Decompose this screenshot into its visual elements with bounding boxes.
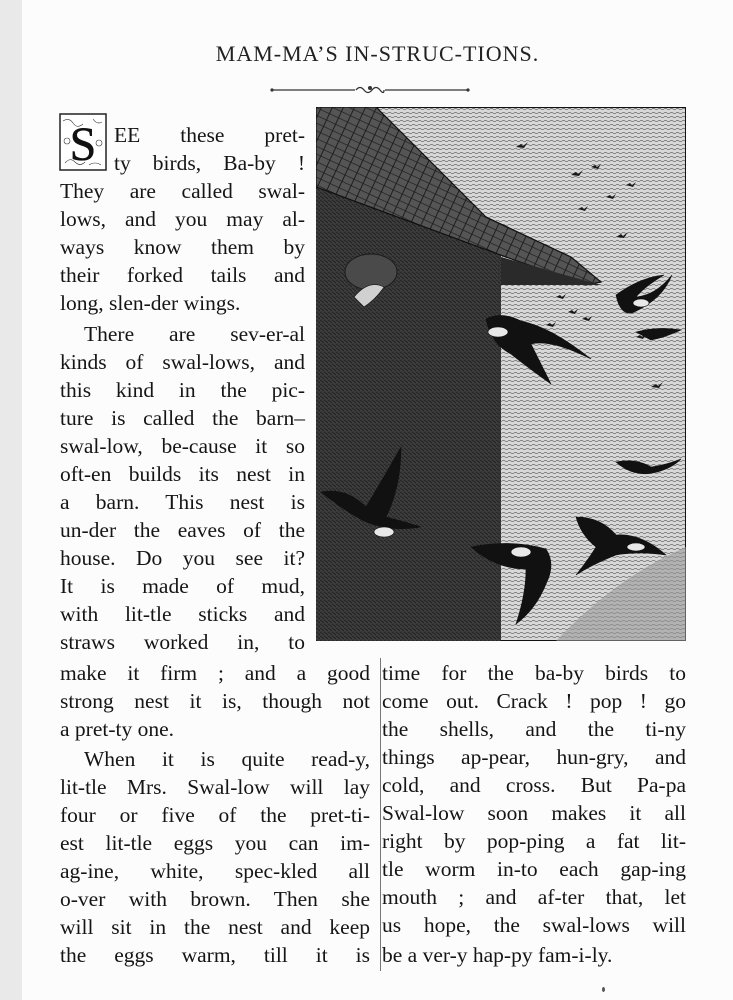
text-line: tle worm in-to each gap-ing: [382, 857, 686, 881]
drop-cap: [59, 113, 107, 171]
text-line: a barn. This nest is: [60, 490, 305, 514]
text-line: right by pop-ping a fat lit-: [382, 829, 686, 853]
text-line: will sit in the nest and keep: [60, 915, 370, 939]
text-line: They are called swal-: [60, 179, 305, 203]
text-line: straws worked in, to: [60, 630, 305, 654]
text-line: kinds of swal-lows, and: [60, 350, 305, 374]
text-line: mouth ; and af-ter that, let: [382, 885, 686, 909]
text-line: be a ver-y hap-py fam-i-ly.: [382, 943, 613, 967]
text-line: their forked tails and: [60, 263, 305, 287]
text-line: time for the ba-by birds to: [382, 661, 686, 685]
text-line: oft-en builds its nest in: [60, 462, 305, 486]
page-title: MAM-MA’S IN-STRUC-TIONS.: [215, 41, 540, 66]
text-line: There are sev-er-al: [84, 322, 305, 346]
text-line: o-ver with brown. Then she: [60, 887, 370, 911]
text-line: a pret-ty one.: [60, 717, 175, 741]
text-line: EE these pret-: [114, 123, 305, 147]
text-line: us hope, the swal-lows will: [382, 913, 686, 937]
text-line: this kind in the pic-: [60, 378, 305, 402]
text-line: Swal-low soon makes it all: [382, 801, 686, 825]
text-line: It is made of mud,: [60, 574, 305, 598]
text-line: lows, and you may al-: [60, 207, 305, 231]
column-divider: [380, 658, 381, 971]
text-line: the shells, and the ti-ny: [382, 717, 686, 741]
text-line: things ap-pear, hun-gry, and: [382, 745, 686, 769]
text-line: make it firm ; and a good: [60, 661, 370, 685]
swallows-illustration: [316, 107, 686, 641]
text-line: come out. Crack ! pop ! go: [382, 689, 686, 713]
title-ornament: [270, 83, 470, 95]
text-line: When it is quite read-y,: [84, 747, 370, 771]
text-line: four or five of the pret-ti-: [60, 803, 370, 827]
text-line: strong nest it is, though not: [60, 689, 370, 713]
text-line: cold, and cross. But Pa-pa: [382, 773, 686, 797]
text-line: ways know them by: [60, 235, 305, 259]
text-line: swal-low, be-cause it so: [60, 434, 305, 458]
print-speck: [602, 987, 605, 992]
text-line: est lit-tle eggs you can im-: [60, 831, 370, 855]
text-line: ture is called the barn–: [60, 406, 305, 430]
text-line: un-der the eaves of the: [60, 518, 305, 542]
text-line: ty birds, Ba-by !: [114, 151, 305, 175]
text-line: the eggs warm, till it is: [60, 943, 370, 967]
book-page: [22, 0, 733, 1000]
text-line: house. Do you see it?: [60, 546, 305, 570]
text-line: lit-tle Mrs. Swal-low will lay: [60, 775, 370, 799]
text-line: with lit-tle sticks and: [60, 602, 305, 626]
text-line: long, slen-der wings.: [60, 291, 241, 315]
text-line: ag-ine, white, spec-kled all: [60, 859, 370, 883]
drop-cap-letter: S: [69, 118, 97, 171]
